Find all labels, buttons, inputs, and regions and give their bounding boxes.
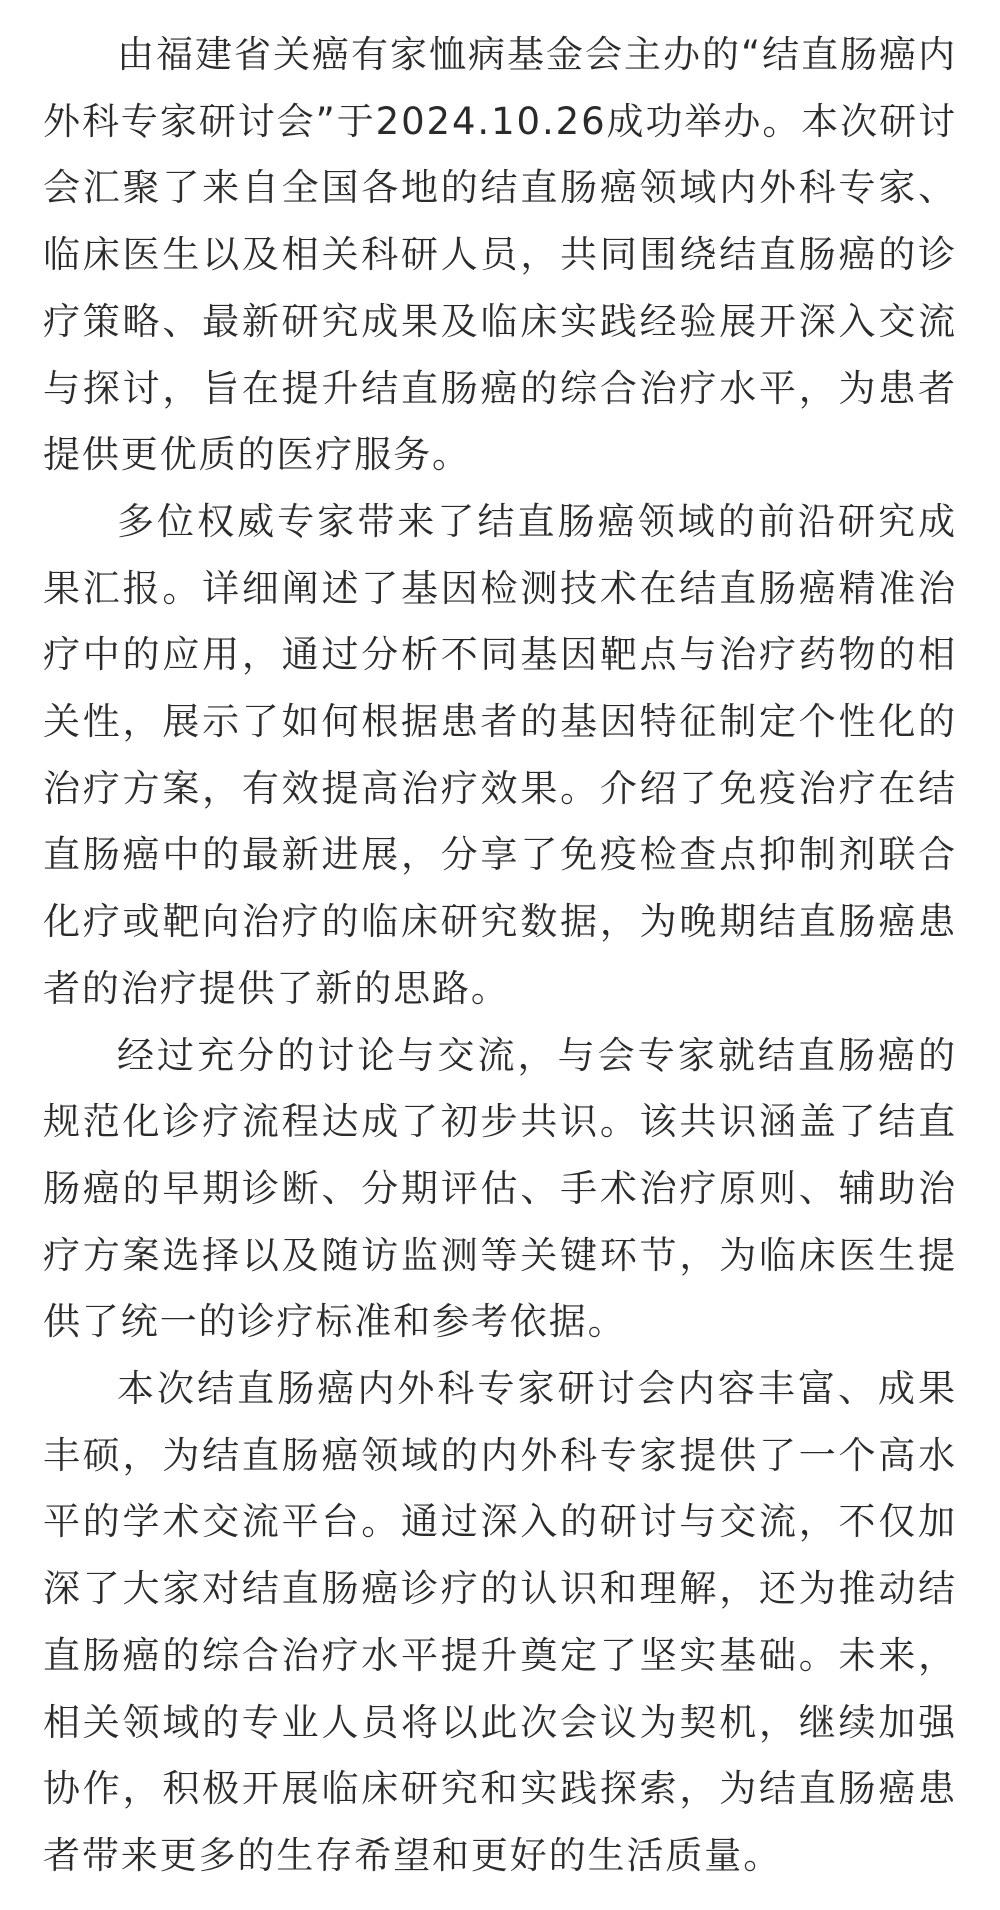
paragraph-research-reports: 多位权威专家带来了结直肠癌领域的前沿研究成果汇报。详细阐述了基因检测技术在结直肠癌精准治疗中的应用，通过分析不同基因靶点与治疗药物的相关性，展示了如何根据患者的基因特征制定个性化的治疗方案，有效提高治疗效果。介绍了免疫治疗在结直肠癌中的最新进展，分享了免疫检查点抑制剂联合化疗或靶向治疗的临床研究数据，为晚期结直肠癌患者的治疗提供了新的思路。 (43, 499, 957, 1010)
paragraph-conference-intro: 由福建省关癌有家恤病基金会主办的“结直肠癌内外科专家研讨会”于2024.10.26成功举办。本次研讨会汇聚了来自全国各地的结直肠癌领域内外科专家、临床医生以及相关科研人员，共同围绕结直肠癌的诊疗策略、最新研究成果及临床实践经验展开深入交流与探讨，旨在提升结直肠癌的综合治疗水平，为患者提供更优质的医疗服务。 (43, 33, 957, 477)
paragraph-consensus: 经过充分的讨论与交流，与会专家就结直肠癌的规范化诊疗流程达成了初步共识。该共识涵盖了结直肠癌的早期诊断、分期评估、手术治疗原则、辅助治疗方案选择以及随访监测等关键环节，为临床医生提供了统一的诊疗标准和参考依据。 (43, 1033, 957, 1344)
paragraph-conclusion: 本次结直肠癌内外科专家研讨会内容丰富、成果丰硕，为结直肠癌领域的内外科专家提供了一个高水平的学术交流平台。通过深入的研讨与交流，不仅加深了大家对结直肠癌诊疗的认识和理解，还为推动结直肠癌的综合治疗水平提升奠定了坚实基础。未来，相关领域的专业人员将以此次会议为契机，继续加强协作，积极开展临床研究和实践探索，为结直肠癌患者带来更多的生存希望和更好的生活质量。 (43, 1367, 957, 1877)
article-body (43, 22, 957, 1890)
